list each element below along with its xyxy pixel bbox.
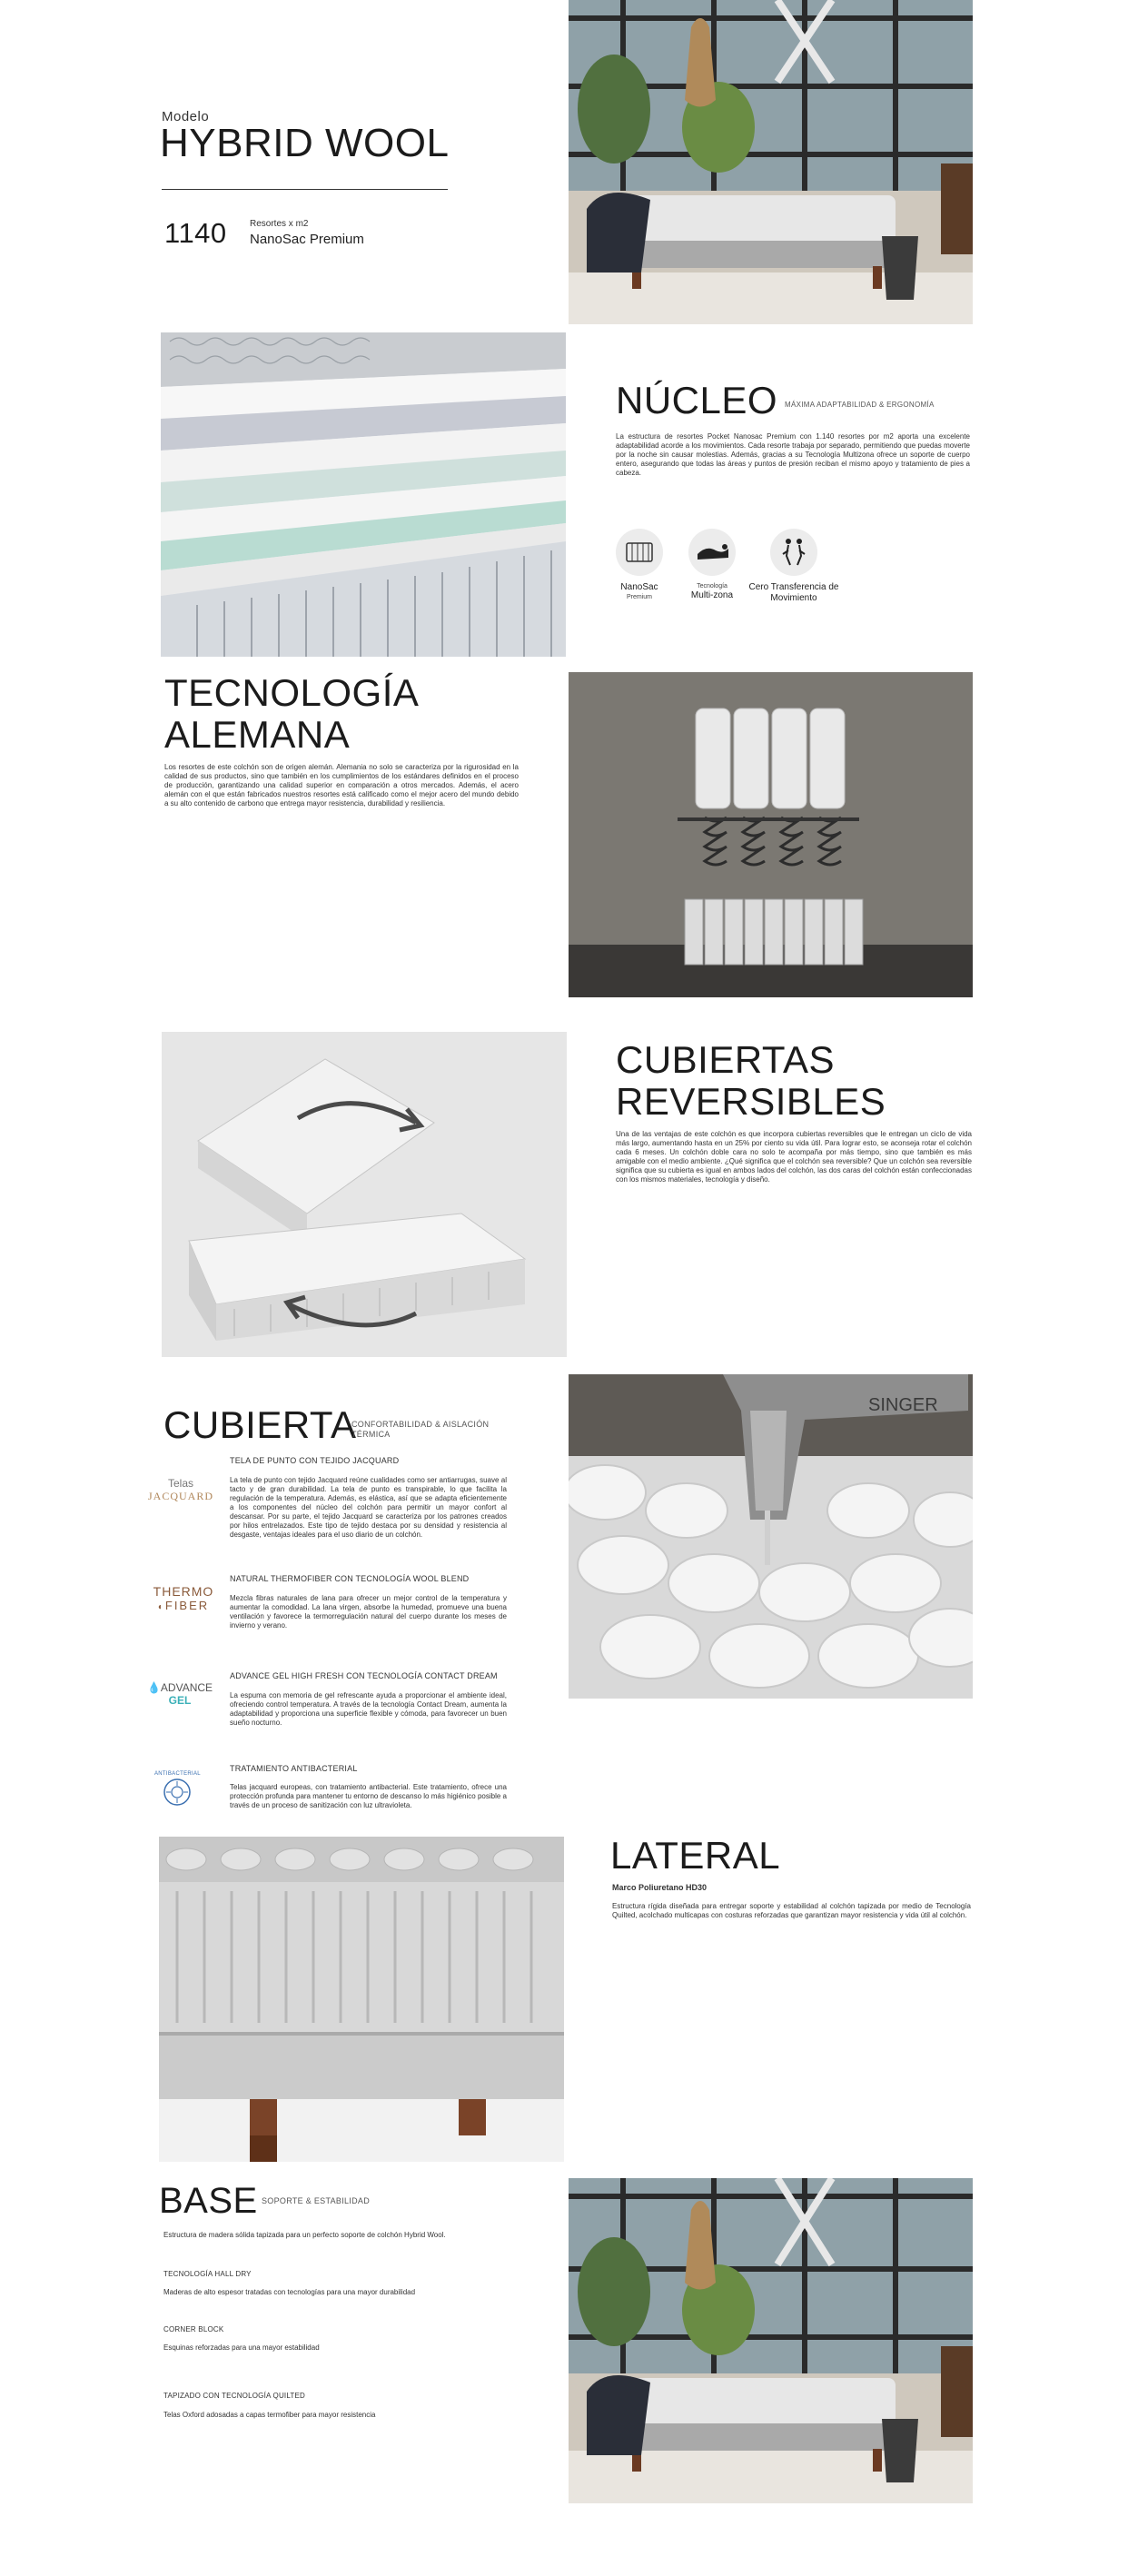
base-intro: Estructura de madera sólida tapizada para un perfecto soporte de colchón Hybrid Wool. [163, 2231, 446, 2239]
nucleo-subtitle: MÁXIMA ADAPTABILIDAD & ERGONOMÍA [785, 401, 935, 409]
cubiertas-body: Una de las ventajas de este colchón es que incorpora cubiertas reversibles que le entregan un ciclo de vida más largo, aumentando hasta en un 25% por ciento su vida útil. Para lograr esto, se aconseja rotar el colchón cada 6 meses. Un colchón doble cara no solo te acompaña por más tiempo, sino que también es más amigable con el medio ambiente. ¿Qué significa que el colchón sea reversible? Que un colchón sea reversible significa que su cubierta es igual en ambos lados del colchón, las dos caras del colchón están confeccionadas con los mismos materiales, tecnología y diseño. [616, 1130, 972, 1184]
jacquard-body: La tela de punto con tejido Jacquard reúne cualidades como ser antiarrugas, suave al tacto y de gran durabilidad. La tela de punto es transpirable, lo que facilita la regulación de la temperatura. Además, es elástica, así que se adapta eficientemente a los componentes del núcleo del colchón para permitir un mayor confort al descansar. Por su parte, el tejido Jacquard se caracteriza por los patrones creados por hilos entrelazados. Este tipo de tejido destaca por su densidad y resistencia al desgaste, ventajas ideales para el uso diario de un colchón. [230, 1476, 507, 1539]
nucleo-title: NÚCLEO [616, 379, 778, 421]
antibacterial-heading: TRATAMIENTO ANTIBACTERIAL [230, 1764, 358, 1773]
springs-photo [569, 672, 973, 997]
multizone-icon [688, 529, 736, 576]
base-feature-body: Esquinas reforzadas para una mayor estabilidad [163, 2343, 320, 2352]
nanosac-icon [616, 529, 663, 576]
antibacterial-icon [159, 1777, 195, 1808]
base-feature-body: Maderas de alto espesor tratadas con tecnologías para una mayor durabilidad [163, 2288, 416, 2296]
spring-unit: Resortes x m2 [250, 219, 309, 229]
cubierta-title: CUBIERTA [163, 1403, 357, 1446]
advance-gel-body: La espuma con memoria de gel refrescante ayuda a proporcionar el ambiente ideal, ofreciendo control temperatura. A través de la tecnología Contact Dream, aumenta la adaptabilidad y proporciona una superficie flexible y cómoda, para favorecer un buen sueño nocturno. [230, 1691, 507, 1727]
base-feature-heading: TAPIZADO CON TECNOLOGÍA QUILTED [163, 2392, 306, 2400]
multizone-icon-label: Tecnología Multi-zona [690, 583, 734, 600]
spring-type: NanoSac Premium [250, 232, 364, 247]
tecnologia-title-line2: ALEMANA [164, 713, 351, 756]
base-title: BASE [159, 2181, 258, 2221]
motion-transfer-icon-label: Cero Transferencia de Movimiento [748, 582, 839, 603]
bedroom-photo [569, 0, 973, 324]
svg-text:SINGER: SINGER [868, 1395, 938, 1415]
cubiertas-title-line2: REVERSIBLES [616, 1080, 886, 1123]
jacquard-logo: Telas JACQUARD [147, 1477, 213, 1502]
jacquard-heading: TELA DE PUNTO CON TEJIDO JACQUARD [230, 1456, 400, 1465]
advance-gel-heading: ADVANCE GEL HIGH FRESH CON TECNOLOGÍA CONTACT DREAM [230, 1671, 498, 1680]
thermofiber-body: Mezcla fibras naturales de lana para ofrecer un mejor control de la temperatura y aumentar la comodidad. La lana virgen, absorbe la humedad, promueve una buena ventilación y favorece la termorregulación natural del cuerpo durante los meses de invierno y verano. [230, 1594, 507, 1630]
cubiertas-title-line1: CUBIERTAS [616, 1038, 835, 1081]
antibacterial-body: Telas jacquard europeas, con tratamiento antibacterial. Este tratamiento, ofrece una protección profunda para mantener tu entorno de descanso lo más higiénico posible a través de un proceso de sanitización con luz ultravioleta. [230, 1783, 507, 1809]
model-name: HYBRID WOOL [160, 121, 450, 165]
mattress-side-photo [159, 1837, 564, 2162]
bedroom-photo-2 [569, 2178, 973, 2503]
lateral-heading: Marco Poliuretano HD30 [612, 1883, 708, 1892]
sewing-machine-photo [569, 1374, 973, 1699]
title-divider [162, 189, 448, 190]
base-subtitle: SOPORTE & ESTABILIDAD [262, 2196, 370, 2205]
spring-count: 1140 [164, 217, 227, 249]
motion-transfer-icon [770, 529, 817, 576]
tecnologia-title-line1: TECNOLOGÍA [164, 671, 420, 714]
reversible-mattress-photo [162, 1032, 567, 1357]
lateral-body: Estructura rígida diseñada para entregar soporte y estabilidad al colchón tapizada por medio de Tecnología Quilted, acolchado multicapas con costuras reforzadas que garantizan mayor resistencia y vida útil al colchón. [612, 1902, 971, 1919]
thermofiber-logo: THERMO ◐FIBER [153, 1584, 214, 1612]
tecnologia-body: Los resortes de este colchón son de origen alemán. Alemania no solo se caracteriza por la rigurosidad en la calidad de sus productos, sino que también en los cumplimientos de los estándares definidos en el proceso de producción, garantizando una calidad superior en comparación a otros mercados. Además, el acero alemán con el que están fabricados nuestros resortes está calificado como el mejor acero del mundo debido a su alto contenido de carbono que entrega mayor resistencia, durabilidad y resiliencia. [164, 763, 519, 807]
model-label: Modelo [162, 109, 210, 124]
cubierta-subtitle: CONFORTABILIDAD & AISLACIÓN TÉRMICA [351, 1420, 490, 1439]
nucleo-body: La estructura de resortes Pocket Nanosac Premium con 1.140 resortes por m2 aporta una excelente adaptabilidad acorde a los movimientos. Cada resorte trabaja por separado, permitiendo que puedas moverte por la noche sin causar molestias. Además, gracias a su Tecnología Multizona ofrece un soporte de cuerpo entero, asegurando que todas las áreas y puntos de presión reciban el mismo apoyo y tratamiento de pies a cabeza. [616, 432, 970, 477]
nanosac-icon-label: NanoSac Premium [620, 582, 658, 600]
mattress-layers-photo [161, 332, 566, 657]
antibacterial-logo: ANTIBACTERIAL [154, 1771, 200, 1812]
base-feature-heading: TECNOLOGÍA HALL DRY [163, 2270, 252, 2278]
lateral-title: LATERAL [610, 1834, 781, 1877]
base-feature-heading: CORNER BLOCK [163, 2325, 224, 2333]
advance-gel-logo: 💧ADVANCE GEL [146, 1681, 213, 1707]
base-feature-body: Telas Oxford adosadas a capas termofiber para mayor resistencia [163, 2411, 376, 2419]
thermofiber-heading: NATURAL THERMOFIBER CON TECNOLOGÍA WOOL BLEND [230, 1574, 470, 1583]
